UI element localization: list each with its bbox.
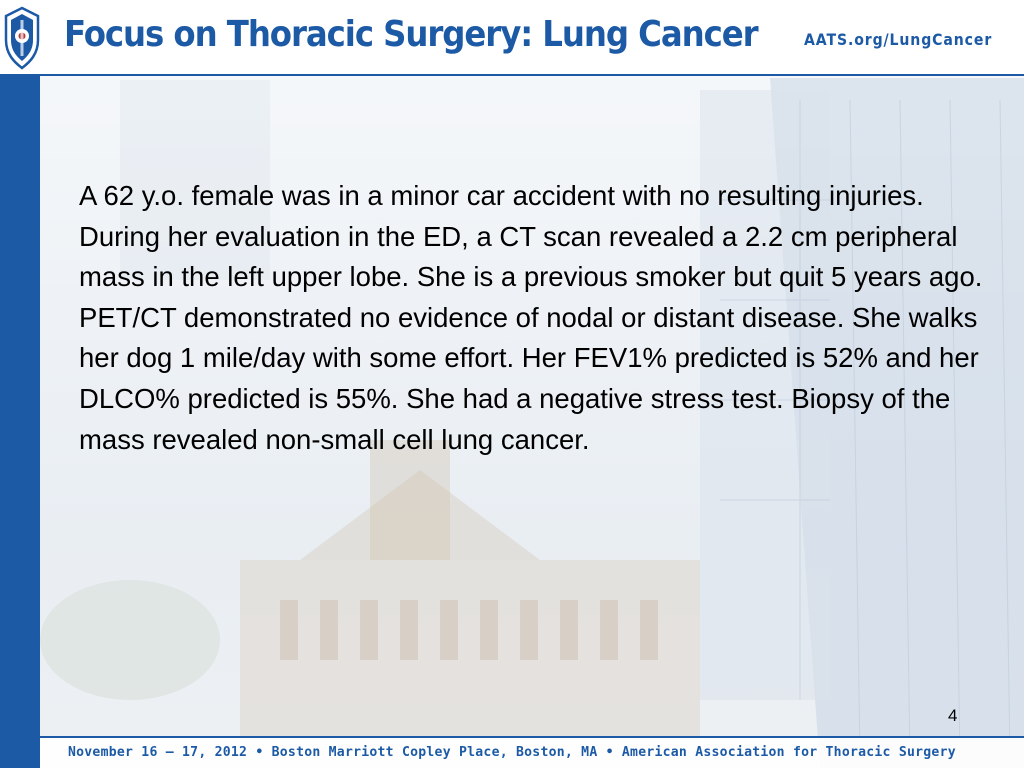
footer-divider	[40, 736, 1024, 738]
case-description: A 62 y.o. female was in a minor car accident with no resulting injuries. During her evaluation in the ED, a CT scan revealed a 2.2 cm peripheral mass in the left upper lobe. She is a previous smoker but quit 5 years ago. PET/CT demonstrated no evidence of nodal or distant disease. She walks her dog 1 mile/day with some effort. Her FEV1% predicted is 52% and her DLCO% predicted is 55%. She had a negative stress test. Biopsy of the mass revealed non-small cell lung cancer.	[79, 180, 983, 455]
page-title: Focus on Thoracic Surgery: Lung Cancer	[64, 14, 758, 55]
left-accent-bar	[0, 76, 40, 768]
header-divider	[0, 74, 1024, 76]
site-url: AATS.org/LungCancer	[804, 30, 993, 49]
footer-text: November 16 – 17, 2012 • Boston Marriott Copley Place, Boston, MA • American Association for Thoracic Surgery	[68, 745, 956, 760]
aats-shield-logo-icon	[2, 6, 42, 70]
page-number: 4	[948, 706, 958, 725]
